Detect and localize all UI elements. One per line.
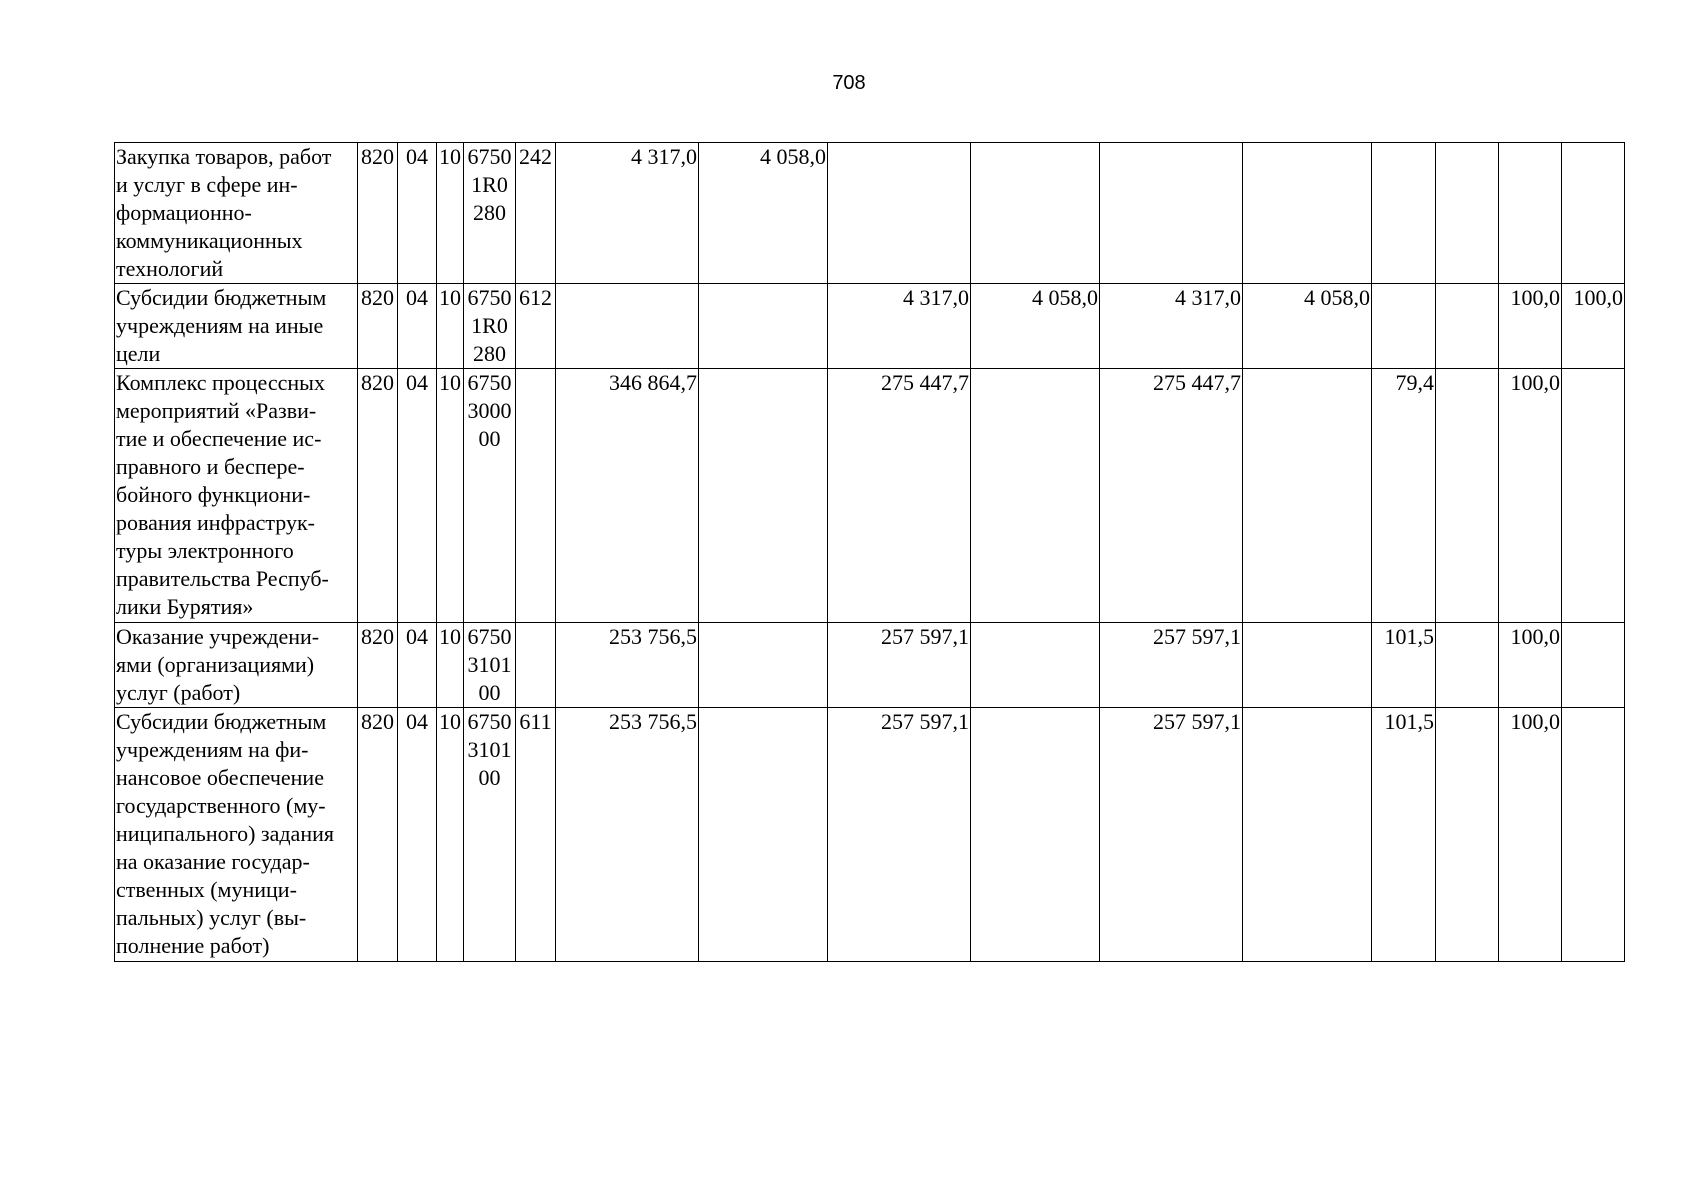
row-value-6 [1243, 623, 1372, 708]
row-expense-type [516, 369, 556, 623]
row-subsection: 10 [437, 143, 464, 284]
row-target-article: 6750 3101 00 [464, 623, 516, 708]
row-value-9: 100,0 [1499, 369, 1562, 623]
row-value-6: 4 058,0 [1243, 284, 1372, 369]
row-name: Субсидии бюджетным учреждениям на фи- нансовое обеспечение государственного (му- ниципального) задания на оказание государ- ственных (муници- пальных) услуг (вы- полнение работ) [115, 708, 358, 962]
row-expense-type: 242 [516, 143, 556, 284]
row-value-1: 4 317,0 [556, 143, 699, 284]
row-subsection: 10 [437, 623, 464, 708]
row-value-4 [971, 143, 1100, 284]
row-value-5: 257 597,1 [1100, 708, 1243, 962]
row-value-8 [1436, 708, 1499, 962]
row-value-10 [1562, 623, 1625, 708]
row-target-article: 6750 1R0 280 [464, 143, 516, 284]
row-section: 04 [398, 143, 437, 284]
budget-table [114, 142, 1625, 962]
row-value-6 [1243, 708, 1372, 962]
row-value-10 [1562, 708, 1625, 962]
row-expense-type: 611 [516, 708, 556, 962]
row-value-4: 4 058,0 [971, 284, 1100, 369]
row-value-4 [971, 708, 1100, 962]
row-value-7: 79,4 [1372, 369, 1436, 623]
row-section: 04 [398, 623, 437, 708]
row-subsection: 10 [437, 369, 464, 623]
row-value-5: 4 317,0 [1100, 284, 1243, 369]
row-value-8 [1436, 369, 1499, 623]
row-value-3: 257 597,1 [828, 708, 971, 962]
row-value-9: 100,0 [1499, 708, 1562, 962]
row-value-8 [1436, 284, 1499, 369]
row-section: 04 [398, 284, 437, 369]
row-grbs: 820 [358, 284, 398, 369]
row-value-7: 101,5 [1372, 623, 1436, 708]
row-value-1: 346 864,7 [556, 369, 699, 623]
row-value-8 [1436, 143, 1499, 284]
table-row [115, 708, 1625, 962]
row-value-3: 257 597,1 [828, 623, 971, 708]
row-target-article: 6750 3000 00 [464, 369, 516, 623]
row-value-1: 253 756,5 [556, 623, 699, 708]
row-subsection: 10 [437, 284, 464, 369]
row-value-3 [828, 143, 971, 284]
row-value-10 [1562, 143, 1625, 284]
row-section: 04 [398, 708, 437, 962]
row-value-1 [556, 284, 699, 369]
row-value-5: 275 447,7 [1100, 369, 1243, 623]
row-grbs: 820 [358, 369, 398, 623]
row-value-3: 4 317,0 [828, 284, 971, 369]
table-body [115, 143, 1625, 962]
row-value-5: 257 597,1 [1100, 623, 1243, 708]
row-value-4 [971, 623, 1100, 708]
table-row [115, 284, 1625, 369]
row-value-10 [1562, 369, 1625, 623]
row-value-10: 100,0 [1562, 284, 1625, 369]
row-value-2 [699, 623, 828, 708]
row-value-1: 253 756,5 [556, 708, 699, 962]
row-name: Закупка товаров, работ и услуг в сфере ин- формационно- коммуникационных технологий [115, 143, 358, 284]
row-value-9: 100,0 [1499, 623, 1562, 708]
row-value-9: 100,0 [1499, 284, 1562, 369]
row-value-9 [1499, 143, 1562, 284]
row-expense-type [516, 623, 556, 708]
row-grbs: 820 [358, 708, 398, 962]
row-target-article: 6750 1R0 280 [464, 284, 516, 369]
row-value-7: 101,5 [1372, 708, 1436, 962]
row-grbs: 820 [358, 143, 398, 284]
row-name: Комплекс процессных мероприятий «Разви- тие и обеспечение ис- правного и беспере- бойного функциони- рования инфраструк- туры электронного правительства Респуб- лики Бурятия» [115, 369, 358, 623]
row-name: Субсидии бюджетным учреждениям на иные цели [115, 284, 358, 369]
row-target-article: 6750 3101 00 [464, 708, 516, 962]
row-value-7 [1372, 143, 1436, 284]
row-name: Оказание учреждени- ями (организациями) услуг (работ) [115, 623, 358, 708]
row-section: 04 [398, 369, 437, 623]
table-row [115, 623, 1625, 708]
row-value-2: 4 058,0 [699, 143, 828, 284]
row-subsection: 10 [437, 708, 464, 962]
row-value-2 [699, 708, 828, 962]
row-value-2 [699, 284, 828, 369]
row-value-8 [1436, 623, 1499, 708]
row-grbs: 820 [358, 623, 398, 708]
row-value-5 [1100, 143, 1243, 284]
row-value-6 [1243, 143, 1372, 284]
row-value-7 [1372, 284, 1436, 369]
row-value-6 [1243, 369, 1372, 623]
row-expense-type: 612 [516, 284, 556, 369]
row-value-4 [971, 369, 1100, 623]
page-number: 708 [832, 72, 866, 94]
table-row [115, 369, 1625, 623]
row-value-2 [699, 369, 828, 623]
table-row [115, 143, 1625, 284]
row-value-3: 275 447,7 [828, 369, 971, 623]
